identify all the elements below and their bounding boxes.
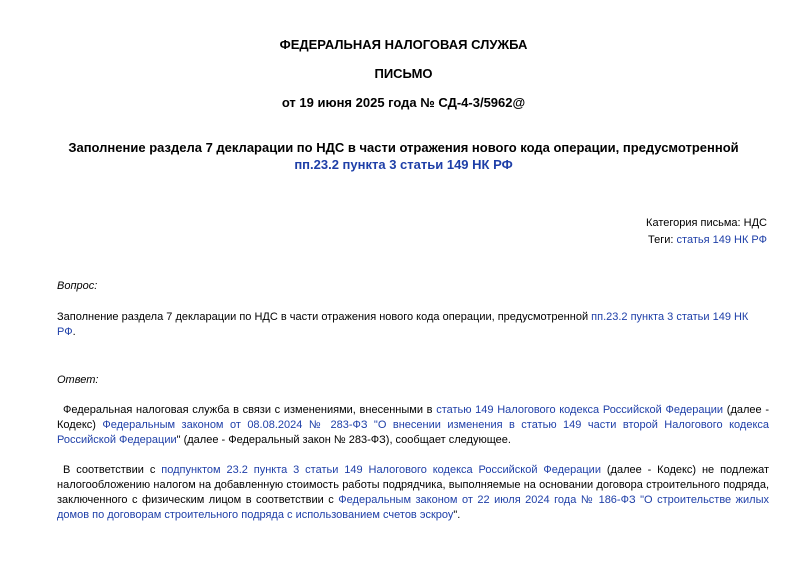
question-body: Заполнение раздела 7 декларации по НДС в части отражения нового кода операции, предусмотренной <box>57 311 589 323</box>
letter-tags <box>648 233 767 248</box>
tags-label: Теги: <box>648 234 674 246</box>
answer-label: Ответ: <box>57 374 99 386</box>
p1-link-article-149[interactable]: статью 149 Налогового кодекса Российской Федерации <box>436 404 724 416</box>
agency-title: ФЕДЕРАЛЬНАЯ НАЛОГОВАЯ СЛУЖБА <box>279 37 528 52</box>
subject-line: Заполнение раздела 7 декларации по НДС в части отражения нового кода операции, предусмотренной <box>68 140 739 155</box>
answer-paragraph-1 <box>57 403 769 448</box>
p1-text-1: Федеральная налоговая служба в связи с изменениями, внесенными в <box>63 404 433 416</box>
p2-text-1: В соответствии с <box>63 464 156 476</box>
p1-text-2: (далее - Кодекс) <box>57 404 769 431</box>
p2-text-3: ". <box>453 509 461 521</box>
question-label: Вопрос: <box>57 280 98 292</box>
p1-link-law-283[interactable]: Федеральным законом от 08.08.2024 № 283-ФЗ "О внесении изменения в статью 149 части второй Налогового кодекса Российской Федерации <box>57 419 769 446</box>
question-tail: . <box>72 326 76 338</box>
p1-text-3: " (далее - Федеральный закон № 283-ФЗ), сообщает следующее. <box>176 434 511 446</box>
p2-link-subparagraph[interactable]: подпунктом 23.2 пункта 3 статьи 149 Налогового кодекса Российской Федерации <box>161 464 601 476</box>
question-link[interactable]: пп.23.2 пункта 3 статьи 149 НК РФ <box>57 311 749 338</box>
p2-link-law-186[interactable]: Федеральным законом от 22 июля 2024 года № 186-ФЗ "О строительстве жилых домов по договорам строительного подряда с использованием счетов эскроу <box>57 494 770 521</box>
doc-date-number: от 19 июня 2025 года № СД-4-3/5962@ <box>281 95 526 110</box>
subject-heading <box>40 139 767 173</box>
subject-link[interactable]: пп.23.2 пункта 3 статьи 149 НК РФ <box>294 157 513 172</box>
doc-type: ПИСЬМО <box>374 66 433 81</box>
p2-text-2: (далее - Кодекс) не подлежат налогообложению налогом на добавленную стоимость работы подрядчика, выполняемые на основании договора строительного подряда, заключенного с физическим лицом в соответствии с <box>57 464 770 506</box>
question-text <box>57 310 769 340</box>
tag-link[interactable]: статья 149 НК РФ <box>676 234 767 246</box>
answer-paragraph-2 <box>57 463 769 523</box>
letter-category: Категория письма: НДС <box>646 217 767 229</box>
